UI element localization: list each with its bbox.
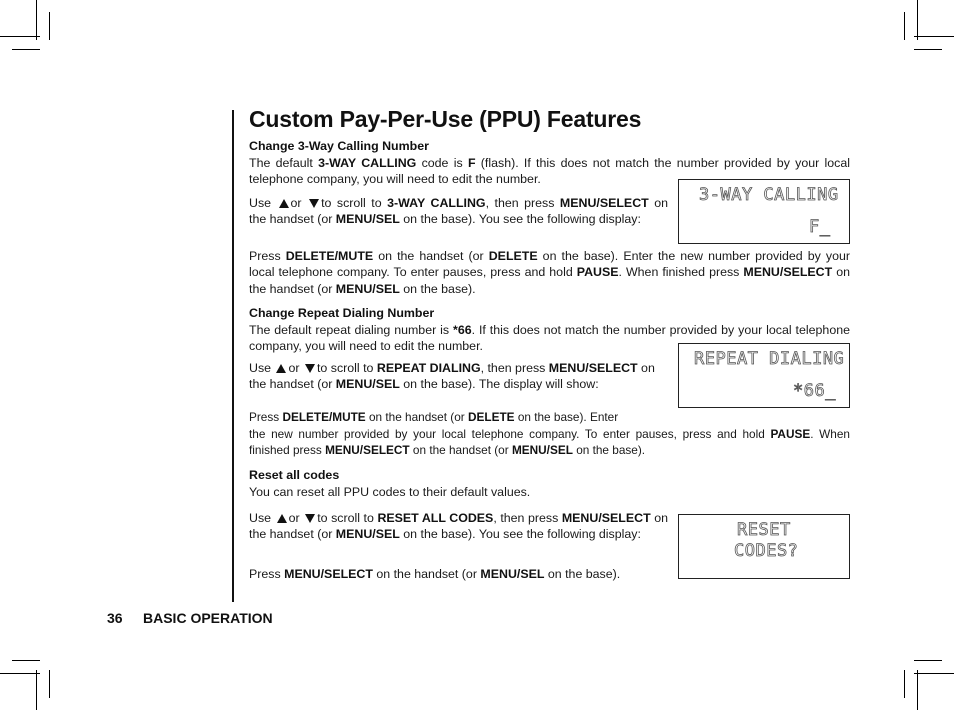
text-run: . If this does not match the number provided by your local telephone company, you will need to edit the number. — [249, 323, 850, 354]
crop-mark — [914, 49, 942, 50]
crop-mark — [49, 670, 50, 698]
text-run: on the base). — [399, 281, 476, 296]
crop-mark — [914, 36, 954, 37]
crop-mark — [49, 12, 50, 40]
text-run: MENU/SELECT — [561, 511, 651, 525]
text-run: 3-WAY CALLING — [318, 156, 417, 170]
text-run: on the base). — [572, 443, 646, 458]
text-run: on the handset (or — [249, 511, 668, 542]
text-run: on the base). You see the following display: — [399, 527, 641, 542]
text-run: DELETE — [468, 410, 515, 424]
crop-mark — [12, 660, 40, 661]
text-run: REPEAT DIALING — [376, 361, 481, 375]
down-arrow-icon — [305, 514, 315, 523]
text-run: Use — [249, 361, 275, 375]
page-number: 36 — [107, 610, 123, 626]
lcd-display-reset — [678, 514, 850, 579]
text-run: Press — [249, 567, 285, 581]
text-run: (flash). If this does not match the number provided by your local telephone company, you will need to edit the number. — [249, 156, 850, 187]
paragraph-repeat-press-rest — [249, 426, 850, 459]
crop-mark — [917, 670, 918, 710]
section-heading-reset: Reset all codes — [249, 468, 340, 482]
paragraph-repeat-press-line1 — [249, 409, 689, 425]
text-run: The default repeat dialing number is — [249, 323, 453, 337]
text-run: the new number provided by your local telephone company. To enter pauses, press and hold — [249, 427, 771, 441]
text-run: to scroll to — [316, 361, 377, 375]
text-run: on the base). Enter — [514, 410, 619, 424]
text-run: 3-WAY CALLING — [387, 196, 486, 210]
lcd-line-1: RESET — [737, 520, 791, 540]
text-run: on the handset (or — [249, 265, 850, 296]
up-arrow-icon — [277, 514, 287, 523]
section-heading-3way: Change 3-Way Calling Number — [249, 139, 429, 153]
paragraph-reset-intro: You can reset all PPU codes to their default values. — [249, 485, 531, 499]
paragraph-reset-use — [249, 510, 668, 543]
text-run: , then press — [485, 196, 560, 210]
text-run: MENU/SEL — [335, 377, 400, 392]
text-run: on the base). — [544, 567, 621, 581]
text-run: MENU/SELECT — [743, 265, 833, 280]
section-heading-repeat: Change Repeat Dialing Number — [249, 306, 435, 320]
paragraph-repeat-use — [249, 360, 671, 393]
text-run: . When finished press — [618, 265, 744, 280]
text-run: MENU/SELECT — [325, 443, 410, 458]
lcd-line-1: REPEAT DIALING — [694, 349, 845, 369]
text-run: MENU/SELECT — [548, 361, 638, 375]
text-run: MENU/SEL — [335, 527, 400, 542]
margin-rule — [232, 110, 234, 602]
paragraph-3way-press — [249, 248, 850, 297]
text-run: Use — [249, 196, 277, 210]
text-run: on the handset (or — [249, 361, 655, 392]
text-run: on the base). You see the following display: — [399, 212, 641, 227]
text-run: MENU/SELECT — [559, 196, 649, 210]
down-arrow-icon — [305, 364, 315, 373]
crop-mark — [0, 673, 40, 674]
footer-section-title: BASIC OPERATION — [143, 610, 273, 626]
text-run: or — [288, 511, 300, 525]
paragraph-reset-press — [249, 566, 679, 582]
crop-mark — [0, 36, 40, 37]
crop-mark — [914, 660, 942, 661]
text-run: DELETE/MUTE — [285, 249, 374, 263]
text-run: DELETE — [488, 249, 538, 263]
lcd-line-2: CODES? — [734, 541, 799, 561]
text-run: Use — [249, 511, 275, 525]
crop-mark — [36, 0, 37, 40]
up-arrow-icon — [276, 364, 286, 373]
text-run: on the handset (or — [373, 249, 489, 263]
crop-mark — [904, 12, 905, 40]
text-run: on the handset (or — [372, 567, 481, 581]
text-run: Press — [249, 249, 286, 263]
text-run: or — [290, 196, 302, 210]
text-run: , then press — [493, 511, 562, 525]
text-run: MENU/SEL — [511, 443, 573, 458]
text-run: MENU/SEL — [335, 281, 400, 296]
crop-mark — [36, 670, 37, 710]
text-run: on the handset (or — [365, 410, 468, 424]
text-run: on the base). The display will show: — [399, 377, 599, 392]
text-run: or — [288, 361, 300, 375]
text-run: on the handset (or — [249, 196, 668, 227]
paragraph-3way-use — [249, 195, 668, 228]
text-run: on the handset (or — [409, 443, 512, 458]
crop-mark — [917, 0, 918, 40]
text-run: MENU/SEL — [335, 212, 400, 227]
text-run: *66 — [453, 323, 472, 337]
text-run: on the base). Enter the new number provided by your local telephone company. To enter pauses, press and hold — [249, 249, 850, 280]
down-arrow-icon — [309, 199, 319, 208]
lcd-line-1: 3-WAY CALLING — [699, 185, 839, 205]
up-arrow-icon — [279, 199, 289, 208]
text-run: DELETE/MUTE — [282, 410, 366, 424]
text-run: PAUSE — [770, 427, 811, 441]
text-run: MENU/SELECT — [284, 567, 373, 581]
text-run: to scroll to — [321, 196, 388, 210]
text-run: RESET ALL CODES — [377, 511, 494, 525]
crop-mark — [914, 673, 954, 674]
lcd-display-repeat — [678, 343, 850, 408]
text-run: F — [467, 156, 476, 170]
lcd-line-2: F_ — [809, 217, 831, 237]
text-run: MENU/SEL — [480, 567, 545, 581]
crop-mark — [904, 670, 905, 698]
text-run: code is — [416, 156, 468, 170]
text-run: Press — [249, 410, 283, 424]
text-run: PAUSE — [576, 265, 619, 280]
lcd-line-2: *66_ — [793, 381, 836, 401]
text-run: The default — [249, 156, 319, 170]
lcd-display-3way — [678, 179, 850, 244]
page-title: Custom Pay-Per-Use (PPU) Features — [249, 106, 642, 132]
text-run: . When finished press — [249, 427, 850, 458]
text-run: , then press — [480, 361, 549, 375]
text-run: to scroll to — [317, 511, 378, 525]
crop-mark — [12, 49, 40, 50]
